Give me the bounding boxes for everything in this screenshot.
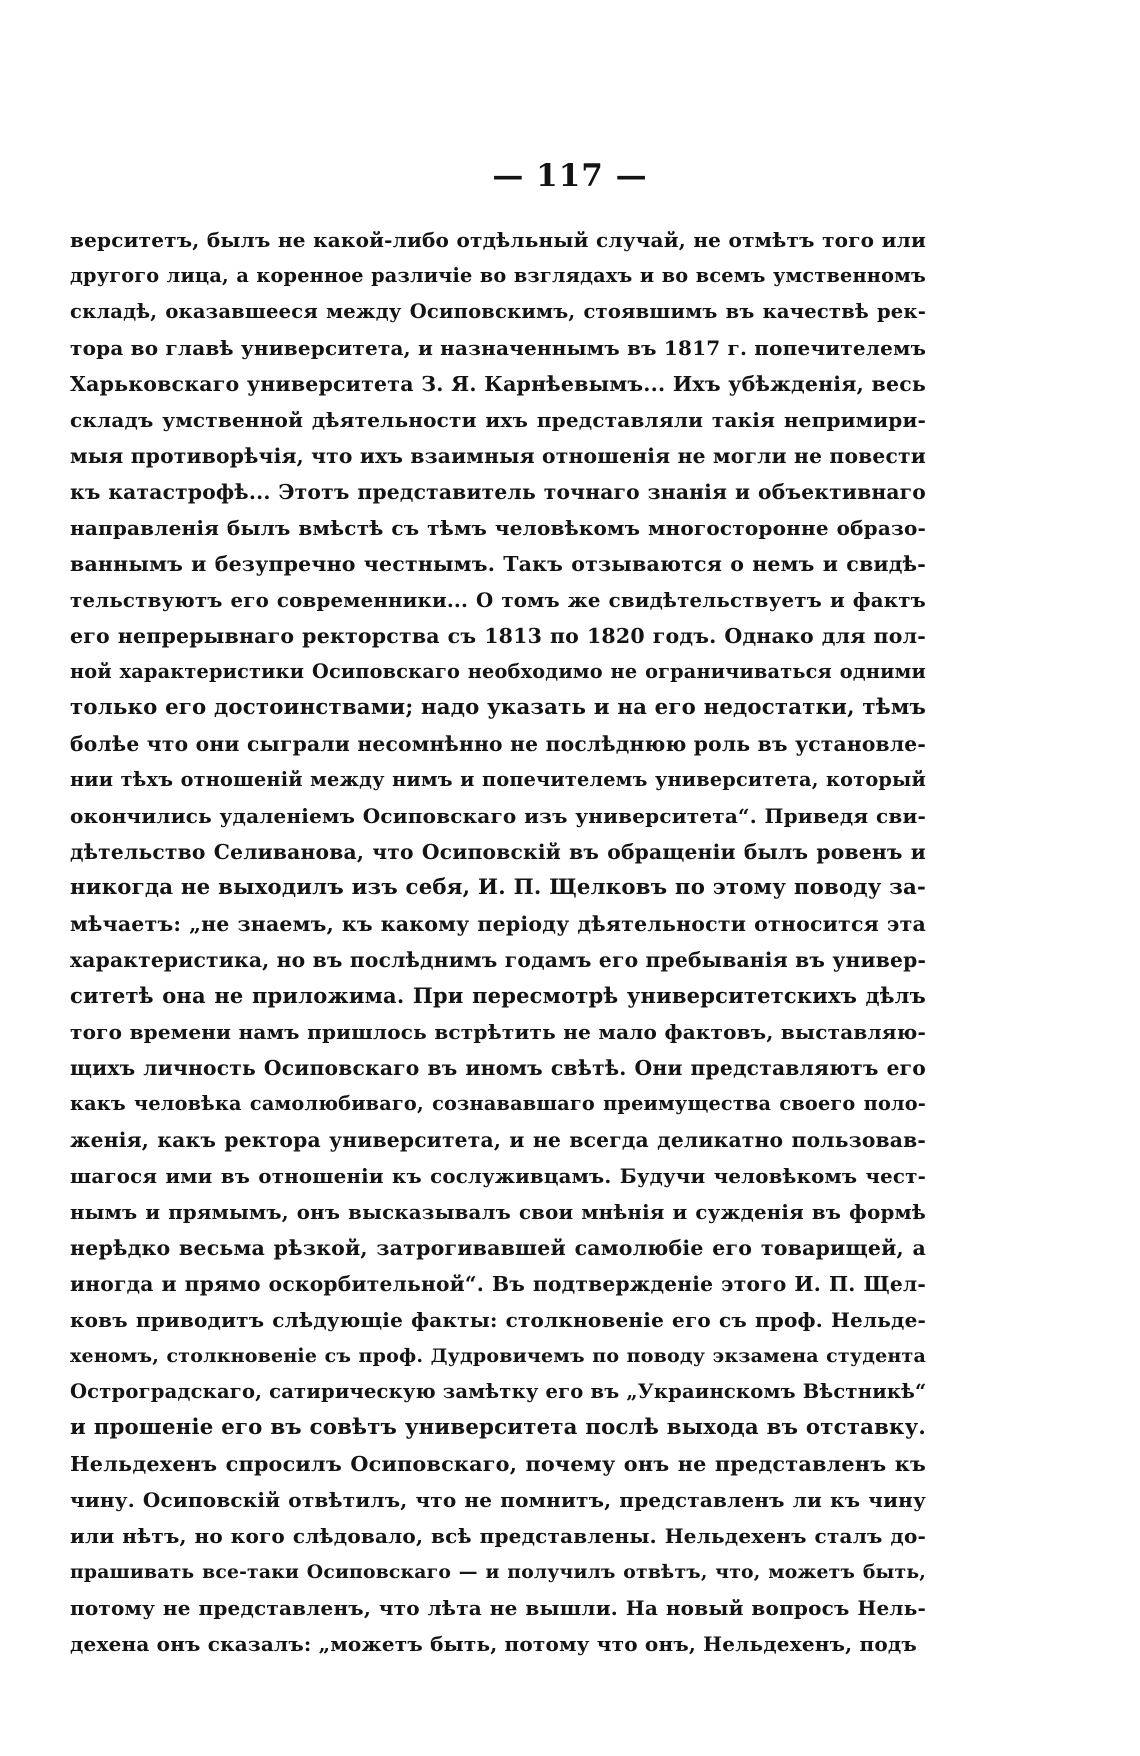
text-line: ваннымъ и безупречно честнымъ. Такъ отзываются о немъ и свидѣ- [70,552,926,576]
text-line: дехена онъ сказалъ: „можетъ быть, потому что онъ, Нельдехенъ, подъ [70,1632,917,1656]
text-line: щихъ личность Осиповскаго въ иномъ свѣтѣ. Они представляютъ его [70,1056,926,1080]
text-line: ной характеристики Осиповскаго необходимо не ограничиваться одними [70,660,926,683]
text-line: Остроградскаго, сатирическую замѣтку его въ „Украинскомъ Вѣстникѣ“ [70,1380,926,1403]
text-line: потому не представленъ, что лѣта не вышли. На новый вопросъ Нель- [70,1596,926,1620]
text-line: мыя противорѣчія, что ихъ взаимныя отношенія не могли не повести [70,444,926,468]
text-line: верситетъ, былъ не какой-либо отдѣльный случай, не отмѣтъ того или [70,228,926,252]
text-line: того времени намъ пришлось встрѣтить не мало фактовъ, выставляю- [70,1020,926,1044]
text-line: Нельдехенъ спросилъ Осиповскаго, почему онъ не представленъ къ [70,1452,926,1476]
text-line: болѣе что они сыграли несомнѣнно не послѣднюю роль въ установле- [70,732,926,756]
text-line: характеристика, но въ послѣднимъ годамъ его пребыванія въ универ- [70,948,926,972]
text-line: къ катастрофѣ... Этотъ представитель точнаго знанія и объективнаго [70,480,926,504]
text-line: никогда не выходилъ изъ себя, И. П. Щелковъ по этому поводу за- [70,875,926,900]
text-line: дѣтельство Селиванова, что Осиповскій въ обращеніи былъ ровенъ и [70,840,926,864]
text-line: ковъ приводитъ слѣдующіе факты: столкновеніе его съ проф. Нельде- [70,1308,926,1332]
text-line: нии тѣхъ отношеній между нимъ и попечителемъ университета, который [70,768,926,791]
page-number: — 117 — [492,158,648,194]
text-line: чину. Осиповскій отвѣтилъ, что не помнитъ, представленъ ли къ чину [70,1488,926,1512]
text-line: только его достоинствами; надо указать и на его недостатки, тѣмъ [70,695,926,720]
text-line: его непрерывнаго ректорства съ 1813 по 1820 годъ. Однако для пол- [70,624,926,648]
text-line: Харьковскаго университета З. Я. Карнѣевымъ... Ихъ убѣжденія, весь [70,372,926,396]
text-line: ситетѣ она не приложима. При пересмотрѣ университетскихъ дѣлъ [70,983,926,1008]
text-line: хеномъ, столкновеніе съ проф. Дудровичемъ по поводу экзамена студента [70,1345,926,1367]
text-line: иногда и прямо оскорбительной“. Въ подтвержденіе этого И. П. Щел- [70,1272,926,1296]
text-line: направленія былъ вмѣстѣ съ тѣмъ человѣкомъ многосторонне образо- [70,516,926,540]
text-line: тельствуютъ его современники... О томъ же свидѣтельствуетъ и фактъ [70,588,926,612]
text-line: складѣ, оказавшееся между Осиповскимъ, стоявшимъ въ качествѣ рек- [70,300,926,323]
text-line: прашивать все-таки Осиповскаго — и получилъ отвѣтъ, что, можетъ быть, [70,1561,926,1583]
text-line: шагося ими въ отношеніи къ сослуживцамъ. Будучи человѣкомъ чест- [70,1164,926,1188]
text-line: женія, какъ ректора университета, и не всегда деликатно пользовав- [70,1128,926,1152]
text-line: тора во главѣ университета, и назначеннымъ въ 1817 г. попечителемъ [70,336,926,360]
text-line: другого лица, а коренное различіе во взглядахъ и во всемъ умственномъ [70,264,926,287]
text-line: мѣчаетъ: „не знаемъ, къ какому періоду дѣятельности относится эта [70,912,926,936]
text-line: и прошеніе его въ совѣтъ университета послѣ выхода въ отставку. [70,1415,926,1440]
text-line: окончились удаленіемъ Осиповскаго изъ университета“. Приведя сви- [70,804,926,828]
text-line: какъ человѣка самолюбиваго, сознававшаго преимущества своего поло- [70,1092,926,1115]
text-line: или нѣтъ, но кого слѣдовало, всѣ представлены. Нельдехенъ сталъ до- [70,1524,926,1548]
text-line: нерѣдко весьма рѣзкой, затрогивавшей самолюбіе его товарищей, а [70,1236,926,1260]
text-line: нымъ и прямымъ, онъ высказывалъ свои мнѣнія и сужденія въ формѣ [70,1200,926,1224]
body-text [70,222,926,1662]
text-line: складъ умственной дѣятельности ихъ представляли такія непримири- [70,408,926,432]
